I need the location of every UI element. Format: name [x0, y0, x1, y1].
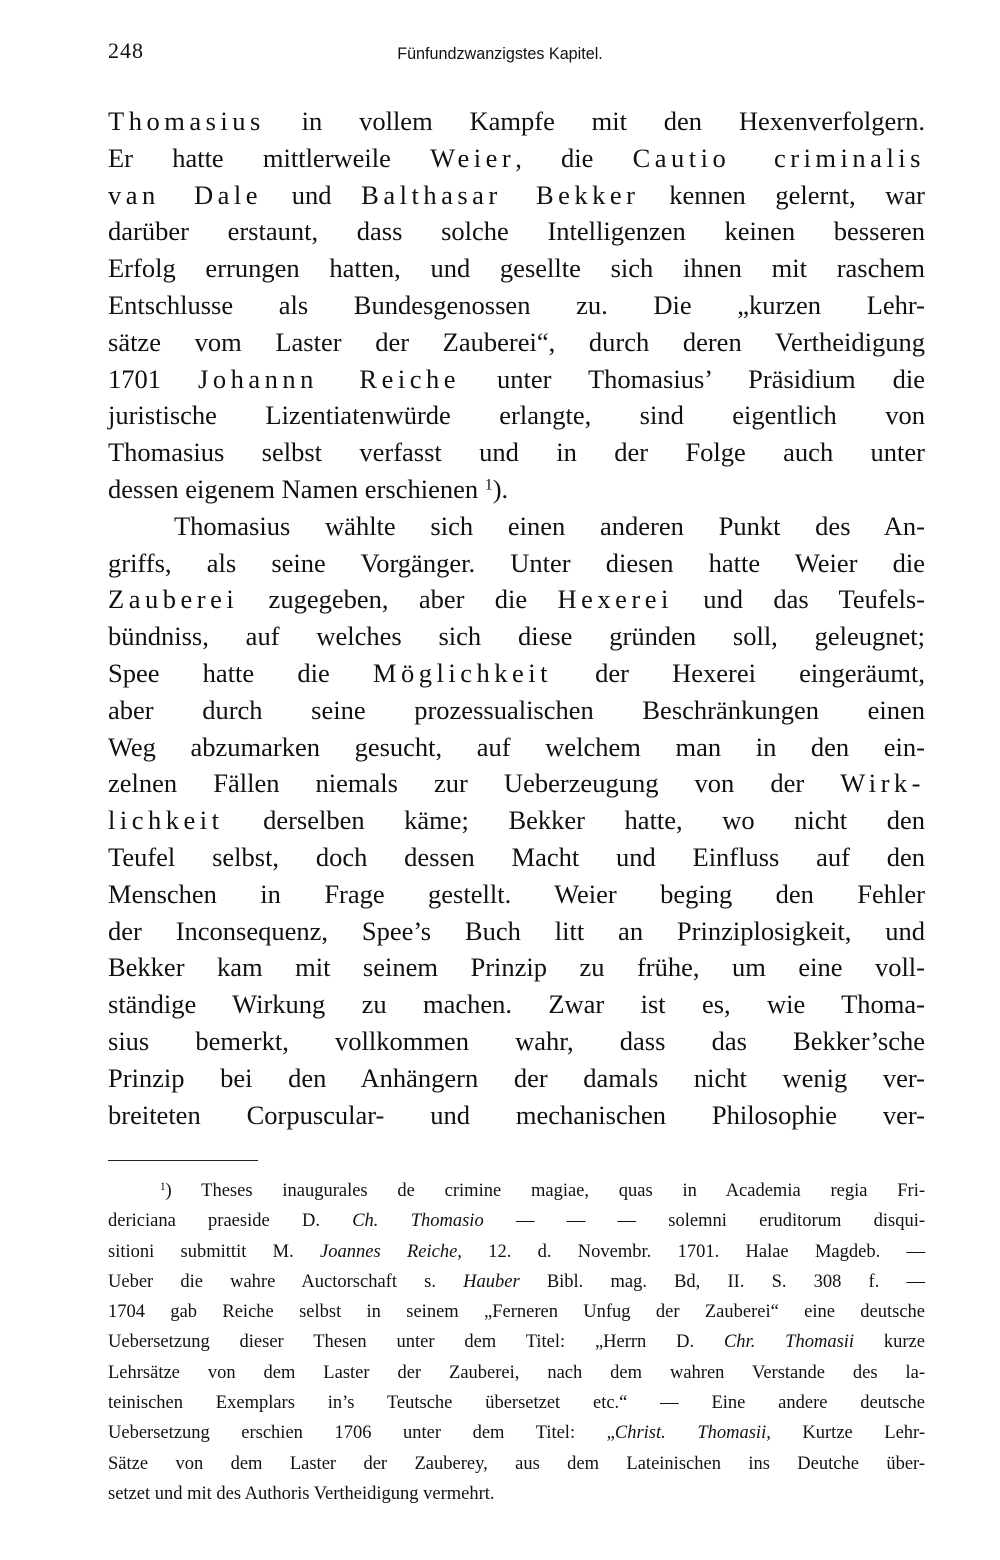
text-line — [108, 434, 925, 471]
text-line — [108, 545, 925, 582]
footnote-line — [108, 1388, 925, 1418]
text-segment: teinischen Exemplars in’s Teutsche übersetzet etc.“ — Eine andere deutsche — [108, 1393, 925, 1414]
text-segment: bündniss, auf welches sich diese gründen soll, geleugnet; — [108, 621, 925, 652]
text-line — [108, 913, 925, 950]
text-segment: in vollem Kampfe mit den Hexenverfolgern. — [264, 106, 925, 136]
text-segment: Chr. Thomasii — [723, 1332, 855, 1353]
text-segment: Thomasius wählte sich einen anderen Punkt des An- — [174, 510, 925, 541]
text-segment: sitioni submittit M. — [108, 1241, 321, 1262]
text-line — [108, 949, 925, 986]
footnotes — [108, 1176, 925, 1509]
text-segment: juristische Lizentiatenwürde erlangte, sind eigentlich von — [108, 400, 925, 431]
text-segment: Erfolg errungen hatten, und gesellte sich ihnen mit raschem — [108, 253, 925, 284]
text-line — [108, 324, 925, 361]
footnote-line — [108, 1267, 925, 1297]
page-number: 248 — [108, 38, 144, 63]
text-segment: Hexerei — [557, 584, 673, 615]
text-line — [108, 177, 925, 214]
text-segment: Möglichkeit — [372, 657, 552, 688]
text-segment: Lehrsätze von dem Laster der Zauberei, nach dem wahren Verstande des la- — [108, 1362, 925, 1383]
text-segment: Cautio criminalis — [632, 142, 925, 173]
text-segment: Weier — [430, 142, 516, 173]
text-line — [108, 876, 925, 913]
text-line — [108, 1060, 925, 1097]
text-segment: dericiana praeside D. — [108, 1211, 353, 1232]
text-line — [108, 140, 925, 177]
main-text — [108, 103, 925, 1133]
footnote-marker: 1 — [484, 476, 493, 494]
text-segment: kennen gelernt, war — [639, 179, 926, 210]
text-line — [108, 250, 925, 287]
text-segment: Uebersetzung erschien 1706 unter dem Titel: „ — [108, 1423, 615, 1444]
text-line — [108, 986, 925, 1023]
footnote-line — [108, 1206, 925, 1236]
text-segment: — — — solemni eruditorum disqui- — [483, 1211, 925, 1232]
text-segment: Kurtze Lehr- — [770, 1423, 926, 1444]
text-segment: zelnen Fällen niemals zur Ueberzeugung von der — [108, 768, 841, 799]
text-segment: aber durch seine prozessualischen Beschränkungen einen — [108, 694, 925, 725]
footnote-line — [108, 1297, 925, 1327]
footnote-line — [108, 1327, 925, 1357]
text-line — [108, 287, 925, 324]
text-segment: van Dale — [108, 179, 263, 210]
text-line — [108, 618, 925, 655]
text-line — [108, 1097, 925, 1134]
text-segment: Teufel selbst, doch dessen Macht und Einfluss auf den — [108, 841, 925, 872]
text-line — [108, 692, 925, 729]
text-segment: ständige Wirkung zu machen. Zwar ist es, wie Thoma- — [108, 989, 925, 1020]
text-segment: Prinzip bei den Anhängern der damals nicht wenig ver- — [108, 1062, 925, 1093]
text-segment: Zauberei — [108, 584, 239, 615]
footnote-line — [108, 1237, 925, 1267]
text-segment: der Inconsequenz, Spee’s Buch litt an Prinziplosigkeit, und — [108, 915, 925, 946]
text-line — [108, 397, 925, 434]
text-segment: Bibl. mag. Bd, II. S. 308 f. — — [519, 1271, 925, 1292]
text-segment: Christ. Thomasii, — [614, 1423, 771, 1444]
text-line — [108, 655, 925, 692]
text-segment: , die — [515, 142, 633, 173]
text-segment: breiteten Corpuscular- und mechanischen Philosophie ver- — [108, 1099, 925, 1130]
footnote-line — [108, 1479, 925, 1509]
footnote-line — [108, 1176, 925, 1206]
text-segment: sius bemerkt, vollkommen wahr, dass das Bekker’sche — [108, 1025, 925, 1056]
text-line — [108, 361, 925, 398]
text-segment: Menschen in Frage gestellt. Weier beging den Fehler — [108, 878, 925, 909]
text-line — [108, 729, 925, 766]
running-title: Fünfundzwanzigstes Kapitel. — [397, 44, 603, 63]
text-segment: Ueber die wahre Auctorschaft s. — [108, 1271, 464, 1292]
text-line — [108, 213, 925, 250]
text-segment: Balthasar Bekker — [361, 179, 640, 210]
text-segment: sätze vom Laster der Zauberei“, durch deren Vertheidigung — [108, 326, 925, 357]
text-segment: Joannes Reiche, — [320, 1241, 462, 1262]
text-segment: ) Theses inaugurales de crimine magiae, quas in Academia regia Fri- — [165, 1181, 925, 1201]
footnote-separator — [108, 1160, 258, 1161]
text-segment: zugegeben, aber die — [238, 584, 558, 615]
text-segment: 1701 — [108, 363, 199, 394]
text-segment: Ch. Thomasio — [352, 1211, 484, 1232]
text-segment: darüber erstaunt, dass solche Intelligenzen keinen besseren — [108, 216, 925, 247]
text-segment: Wirk- — [840, 768, 925, 799]
text-segment: Er hatte mittlerweile — [108, 142, 431, 173]
text-segment: Hauber — [463, 1271, 520, 1292]
text-segment: Spee hatte die — [108, 657, 373, 688]
text-line — [108, 1023, 925, 1060]
text-segment: Thomasius — [108, 106, 265, 136]
text-segment: ). — [492, 473, 509, 504]
text-segment: 12. d. Novembr. 1701. Halae Magdeb. — — [461, 1241, 925, 1262]
text-segment: der Hexerei eingeräumt, — [551, 657, 925, 688]
text-segment: derselben käme; Bekker hatte, wo nicht den — [223, 805, 925, 836]
text-segment: dessen eigenem Namen erschienen — [108, 473, 485, 504]
footnote-line — [108, 1358, 925, 1388]
text-segment: lichkeit — [108, 805, 224, 836]
text-segment: griffs, als seine Vorgänger. Unter diesen hatte Weier die — [108, 547, 925, 578]
footnote-line — [108, 1418, 925, 1448]
text-segment: kurze — [854, 1332, 925, 1353]
text-segment: Johannn Reiche — [198, 363, 460, 394]
text-segment: Bekker kam mit seinem Prinzip zu frühe, um eine voll- — [108, 952, 925, 983]
footnote-line — [108, 1449, 925, 1479]
text-segment: unter Thomasius’ Präsidium die — [460, 363, 926, 394]
text-line — [108, 581, 925, 618]
text-line — [108, 471, 925, 508]
text-segment: setzet und mit des Authoris Vertheidigung vermehrt. — [108, 1483, 495, 1504]
text-line — [108, 765, 925, 802]
text-segment: Thomasius selbst verfasst und in der Folge auch unter — [108, 437, 925, 468]
text-line — [108, 103, 925, 140]
text-line — [108, 802, 925, 839]
text-segment: und — [262, 179, 362, 210]
text-segment: Uebersetzung dieser Thesen unter dem Titel: „Herrn D. — [108, 1332, 724, 1353]
text-line — [108, 839, 925, 876]
text-segment: Sätze von dem Laster der Zauberey, aus dem Lateinischen ins Deutche über- — [108, 1453, 925, 1474]
text-segment: und das Teufels- — [672, 584, 925, 615]
text-segment: Weg abzumarken gesucht, auf welchem man in den ein- — [108, 731, 925, 762]
text-segment: Entschlusse als Bundesgenossen zu. Die „kurzen Lehr- — [108, 289, 925, 320]
footnote-marker: 1 — [160, 1180, 166, 1193]
text-segment: 1704 gab Reiche selbst in seinem „Ferneren Unfug der Zauberei“ eine deutsche — [108, 1302, 925, 1323]
text-line — [108, 508, 925, 545]
